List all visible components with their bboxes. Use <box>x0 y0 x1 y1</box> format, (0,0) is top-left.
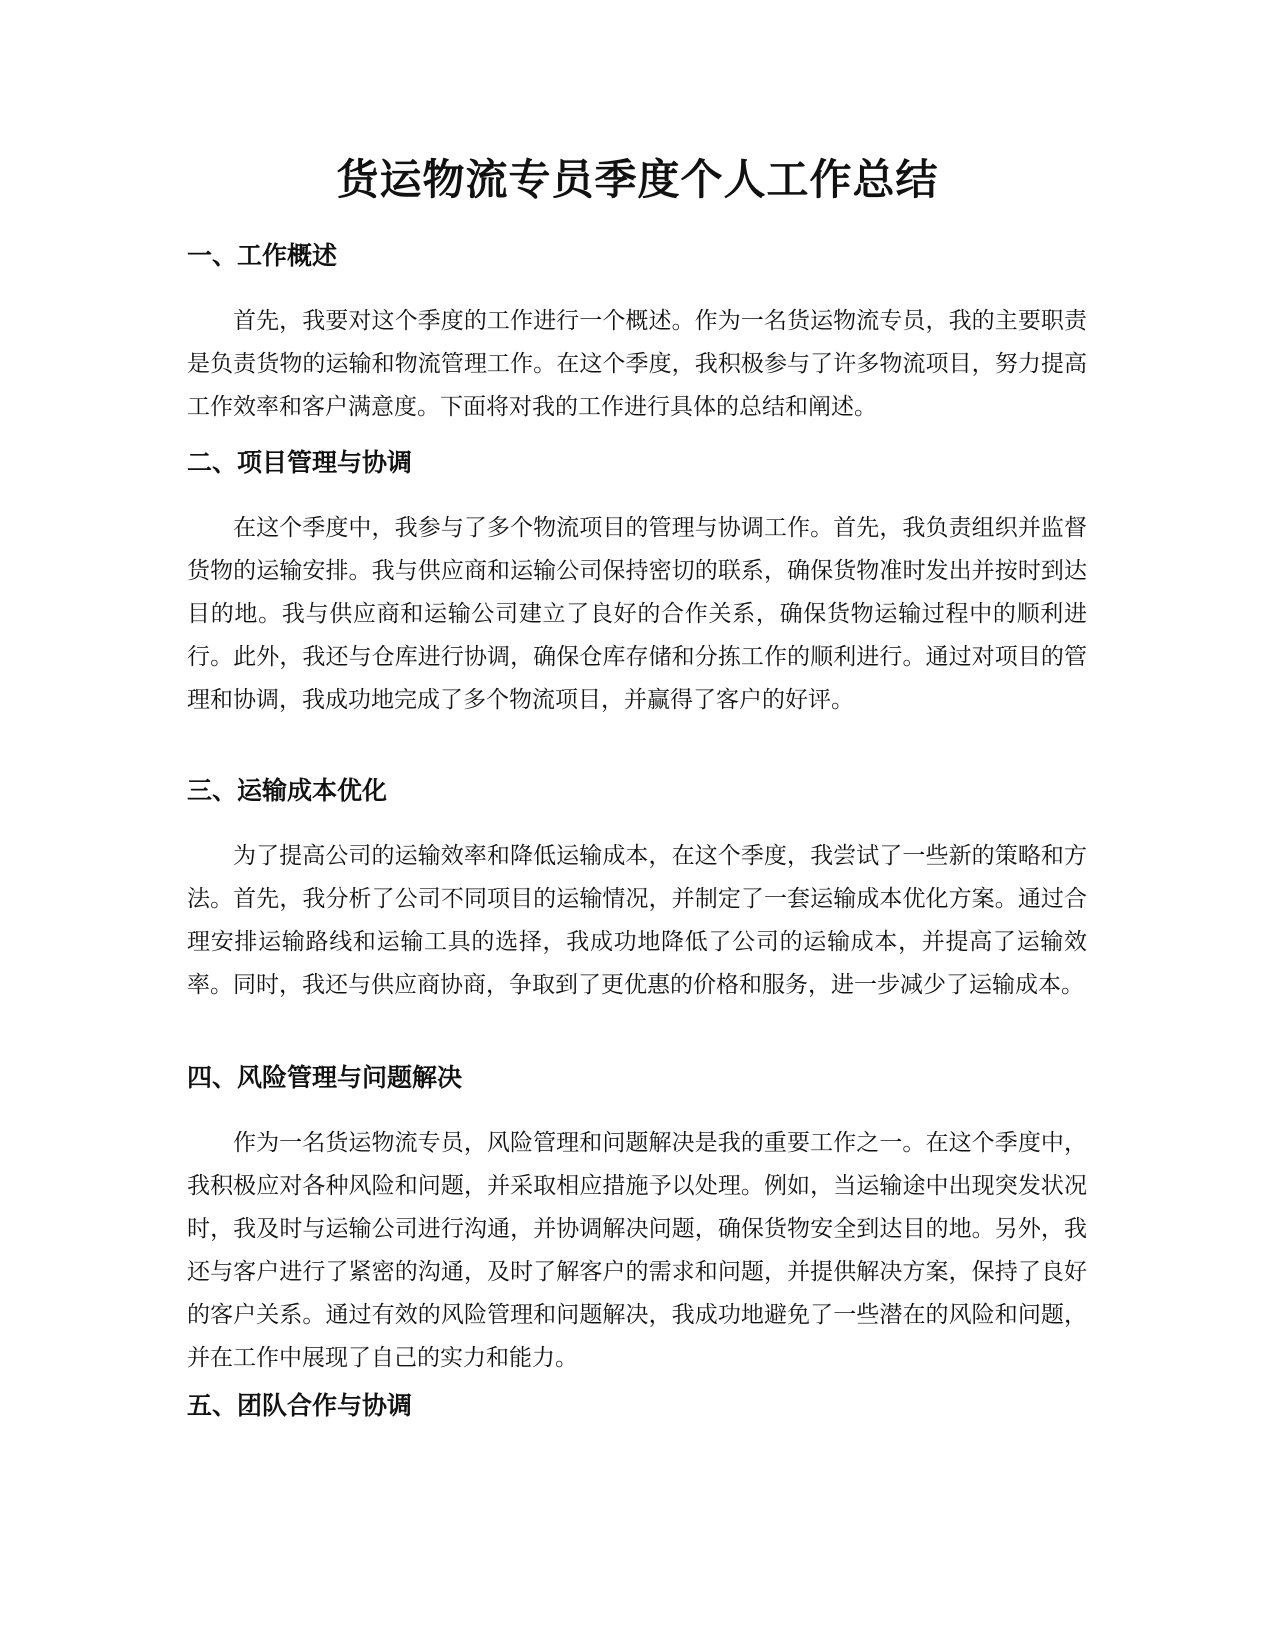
section-paragraph: 作为一名货运物流专员，风险管理和问题解决是我的重要工作之一。在这个季度中，我积极应对各种风险和问题，并采取相应措施予以处理。例如，当运输途中出现突发状况时，我及时与运输公司进行沟通，并协调解决问题，确保货物安全到达目的地。另外，我还与客户进行了紧密的沟通，及时了解客户的需求和问题，并提供解决方案，保持了良好的客户关系。通过有效的风险管理和问题解决，我成功地避免了一些潜在的风险和问题，并在工作中展现了自己的实力和能力。 <box>187 1130 1087 1371</box>
section-teamwork <box>187 1386 1087 1426</box>
section-paragraph: 为了提高公司的运输效率和降低运输成本，在这个季度，我尝试了一些新的策略和方法。首先，我分析了公司不同项目的运输情况，并制定了一套运输成本优化方案。通过合理安排运输路线和运输工具的选择，我成功地降低了公司的运输成本，并提高了运输效率。同时，我还与供应商协商，争取到了更优惠的价格和服务，进一步减少了运输成本。 <box>187 843 1087 998</box>
section-risk-management <box>187 1058 1087 1380</box>
section-heading: 二、项目管理与协调 <box>187 448 413 477</box>
document-title: 货运物流专员季度个人工作总结 <box>336 155 939 204</box>
section-heading: 一、工作概述 <box>187 241 338 270</box>
section-heading: 三、运输成本优化 <box>187 776 388 805</box>
section-heading: 五、团队合作与协调 <box>187 1391 413 1420</box>
section-project-management <box>187 443 1087 722</box>
section-paragraph: 首先，我要对这个季度的工作进行一个概述。作为一名货运物流专员，我的主要职责是负责货物的运输和物流管理工作。在这个季度，我积极参与了许多物流项目，努力提高工作效率和客户满意度。下面将对我的工作进行具体的总结和阐述。 <box>187 308 1087 420</box>
section-heading: 四、风险管理与问题解决 <box>187 1063 463 1092</box>
section-work-overview <box>187 236 1087 429</box>
section-cost-optimization <box>187 771 1087 1007</box>
section-paragraph: 在这个季度中，我参与了多个物流项目的管理与协调工作。首先，我负责组织并监督货物的运输安排。我与供应商和运输公司保持密切的联系，确保货物准时发出并按时到达目的地。我与供应商和运输公司建立了良好的合作关系，确保货物运输过程中的顺利进行。此外，我还与仓库进行协调，确保仓库存储和分拣工作的顺利进行。通过对项目的管理和协调，我成功地完成了多个物流项目，并赢得了客户的好评。 <box>187 515 1087 713</box>
